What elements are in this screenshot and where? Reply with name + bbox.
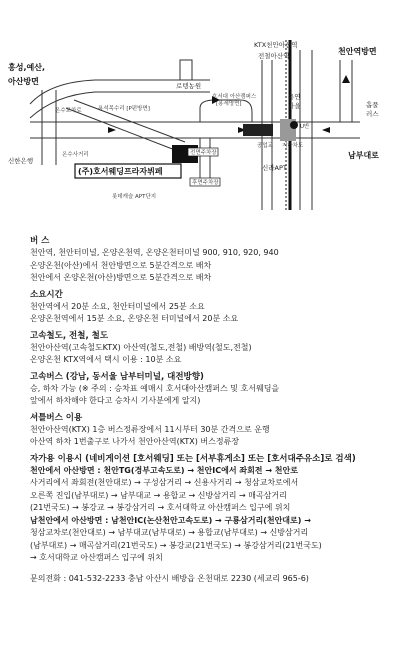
shuttle-line-2: 아산역 하차 1번출구로 나가서 천안아산역(KTX) 버스정류장 xyxy=(30,437,240,446)
uturn-icon xyxy=(290,121,298,129)
label-sinhan-bank: 신한은행 xyxy=(8,157,34,165)
rail-section xyxy=(30,330,390,367)
label-hopul-1: 홉풀 xyxy=(366,101,379,109)
express-section xyxy=(30,371,390,408)
bus-section xyxy=(30,235,390,285)
label-onsu-cross: 온수사거리 xyxy=(62,152,89,158)
label-ktx-station-1: KTX천안아산역 xyxy=(254,41,298,49)
label-asan-dir: 아산방면 xyxy=(8,77,39,86)
label-silla-apt: 신라APT xyxy=(262,164,287,172)
car-cheonan-title: 천안에서 아산방면 : 천안TG(경부고속도로) → 천안IC에서 좌회전 → 천안로 xyxy=(30,465,298,475)
car-asan-line-1: 청삼교차로(천안대로) → 남부대교(남부대로) → 용합교(남부대로) → 신방삼거리 xyxy=(30,528,309,537)
rail-line-2: 온양온천 KTX역에서 택시 이용 : 10분 소요 xyxy=(30,355,182,364)
time-line-1: 천안역에서 20분 소요, 천안터미널에서 25분 소요 xyxy=(30,301,205,311)
bus-line-3: 천안에서 온양온천(아산)방면으로 5분간격으로 배차 xyxy=(30,273,212,282)
label-gongdan: 공업교 xyxy=(257,143,273,149)
rail-line-1: 천안아산역(고속철도KTX) 아산역(철도,전철) 배방역(철도,전철) xyxy=(30,342,252,352)
directions-info xyxy=(30,235,390,585)
time-section xyxy=(30,289,390,326)
label-underpass: 지하차도 xyxy=(282,143,304,149)
label-ktx-station-2: 전철아산역 xyxy=(258,52,290,60)
cheonan-road xyxy=(340,60,352,122)
label-yongseok-repair: 용석목수리 [P펀방면] xyxy=(98,106,150,112)
bus-line-2: 온양온천(아산)에서 천안방면으로 5분간격으로 배차 xyxy=(30,260,212,270)
car-section xyxy=(30,453,390,565)
car-asan-title: 남천안에서 아산방면 : 남천안IC(논산천안고속도로) → 구룡삼거리(천안대로) → xyxy=(30,515,311,525)
bus-line-1: 천안역, 천안터미널, 온양온천역, 온양온천터미널 900, 910, 920, 940 xyxy=(30,248,279,257)
label-hoseo-campus-1: 호서대 아산캠퍼스 xyxy=(212,94,257,100)
label-venue: (주)호서웨딩프라자뷔페 xyxy=(78,167,163,176)
car-title: 자가용 이용시 (네비게이션 [호서웨딩] 또는 [서부휴게소] 또는 [호서대주유소]로 검색) xyxy=(30,453,356,464)
label-rear-parking: 후면주차장 xyxy=(192,180,219,186)
shuttle-title: 셔틀버스 이용 xyxy=(30,412,83,423)
shuttle-line-1: 천안아산역(KTX) 1층 버스정류장에서 11시부터 30분 간격으로 운행 xyxy=(30,424,270,434)
label-hoseo-campus-2: [용세명면] xyxy=(216,101,242,107)
label-rotary-farm: 로텡농원 xyxy=(176,82,202,90)
contact-info: 문의전화 : 041-532-2233 충남 아산시 배방읍 온천대로 2230 (세교리 965-6) xyxy=(30,573,309,583)
label-nambu-road: 남부대로 xyxy=(348,151,379,160)
label-yongon-2: 마을 xyxy=(288,102,301,110)
location-map xyxy=(0,0,400,220)
label-yongon-1: 용연 xyxy=(288,93,301,101)
time-title: 소요시간 xyxy=(30,289,63,300)
label-cheonan-dir: 천안역방면 xyxy=(338,47,377,56)
car-asan-line-2: (남부대로) → 매곡삼거리(21번국도) → 봉강교(21번국도) → 봉강삼거리(21번국도) xyxy=(30,540,322,550)
shuttle-section xyxy=(30,412,390,449)
bus-title: 버 스 xyxy=(30,236,50,246)
label-hongseong: 홍성,예산, xyxy=(8,63,45,72)
rail-title: 고속철도, 전철, 철도 xyxy=(30,330,109,341)
car-cheonan-line-2: 오른쪽 진입(남부대로) → 남부대교 → 용합교 → 신방삼거리 → 매곡삼거리 xyxy=(30,490,287,500)
label-onsu-intersection: 온수교차로 xyxy=(55,108,82,114)
main-road-fill xyxy=(30,123,360,137)
label-uban: U반 xyxy=(300,124,310,130)
express-title: 고속버스 (강남, 동서울 남부터미널, 대전방향) xyxy=(30,371,204,382)
car-cheonan-line-1: 사거리에서 좌회전(천안대로) → 구성삼거리 → 신용사거리 → 청삼교차로에서 xyxy=(30,478,299,487)
underpass-block xyxy=(243,124,273,136)
time-line-2: 온양온천역에서 15분 소요, 온양온천 터미널에서 20분 소요 xyxy=(30,314,239,323)
label-hopul-2: 러스 xyxy=(366,110,379,118)
car-cheonan-line-3: (21번국도) → 봉강교 → 봉강삼거리 → 호서대학교 아산캠퍼스 입구에 위치 xyxy=(30,503,291,512)
label-lotte-apt: 롯데캐슬 APT단지 xyxy=(112,194,157,200)
label-front-parking: 전면주차장 xyxy=(190,150,217,156)
express-line-2: 앞에서 하차해야 한다고 승차시 기사분에게 알지) xyxy=(30,396,201,405)
car-asan-line-3: → 호서대학교 아산캠퍼스 입구에 위치 xyxy=(30,553,163,562)
farm-road xyxy=(180,60,192,80)
express-line-1: 승, 하차 가능 (※ 주의 : 승차표 예매시 호서대아산캠퍼스 및 호서웨딩을 xyxy=(30,383,280,393)
